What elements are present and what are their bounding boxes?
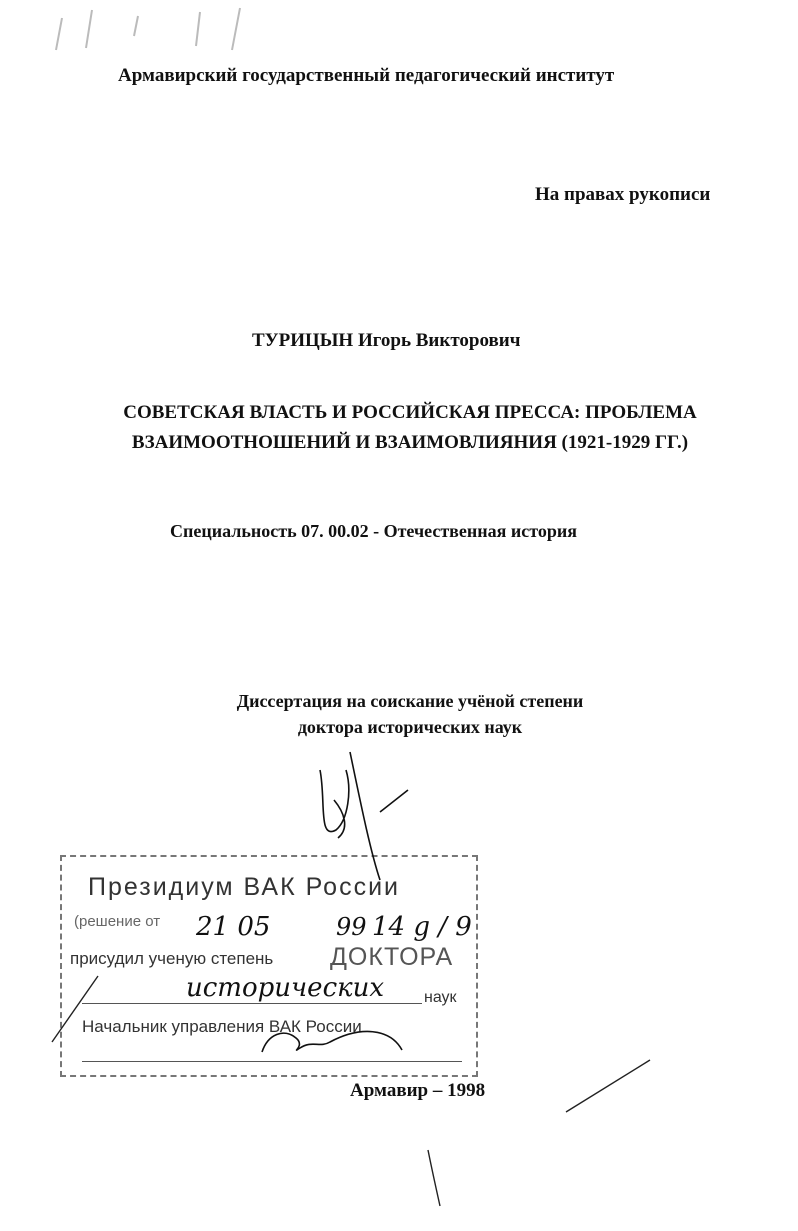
pen-stroke-right [566, 1060, 650, 1112]
stamp-decision-year: 99 [336, 913, 367, 941]
stamp-head-label: Начальник управления ВАК России [82, 1017, 362, 1036]
rights-note: На правах рукописи [535, 184, 711, 205]
place-year: Армавир – 1998 [350, 1080, 486, 1101]
title-line-1: СОВЕТСКАЯ ВЛАСТЬ И РОССИЙСКАЯ ПРЕССА: ПРОБЛЕМА [123, 402, 697, 423]
signature-upper [320, 752, 408, 880]
author-name: ТУРИЦЫН Игорь Викторович [252, 330, 521, 351]
institute-name: Армавирский государственный педагогический институт [118, 65, 615, 86]
stamp-title: Президиум ВАК России [88, 873, 400, 901]
title-line-2: ВЗАИМООТНОШЕНИЙ И ВЗАИМОВЛИЯНИЯ (1921-1929 ГГ.) [131, 432, 689, 453]
stamp-awarded-label: присудил ученую степень [70, 949, 274, 968]
specialty: Специальность 07. 00.02 - Отечественная история [170, 521, 577, 541]
stamp-degree: ДОКТОРА [330, 943, 454, 971]
pen-stroke-bottom [428, 1150, 440, 1206]
pen-stroke-left [52, 976, 98, 1042]
signature-stamp [262, 1032, 402, 1052]
stamp-decision-number: 14 g / 9 [372, 912, 472, 942]
stamp-decision-label: (решение от [74, 913, 161, 930]
degree-line-2: доктора исторических наук [297, 717, 523, 737]
degree-line-1: Диссертация на соискание учёной степени [236, 691, 584, 711]
scan-marks [56, 8, 240, 50]
stamp-field-handwritten: исторических [186, 973, 385, 1003]
stamp-field-suffix: наук [424, 989, 457, 1006]
stamp-decision-date: 21 05 [196, 912, 271, 942]
